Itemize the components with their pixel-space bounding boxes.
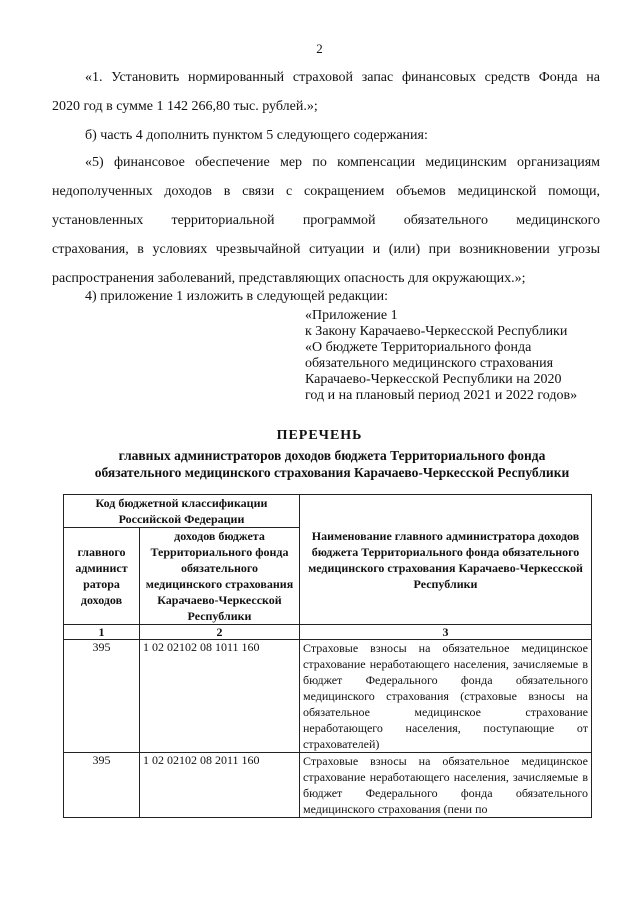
paragraph-reserve-line-2: 2020 год в сумме 1 142 266,80 тыс. рублей.»; bbox=[52, 99, 318, 114]
paragraph-reserve-line-1: «1. Установить нормированный страховой запас финансовых средств Фонда на bbox=[85, 70, 600, 85]
list-title: ПЕРЕЧЕНЬ bbox=[276, 428, 363, 443]
table-row bbox=[64, 640, 592, 753]
paragraph-item5-line-4: страхования, в условиях чрезвычайной ситуации и (или) при возникновении угрозы bbox=[52, 242, 600, 257]
paragraph-item5-line-3: установленных территориальной программой обязательного медицинского bbox=[52, 213, 600, 228]
appendix-line: к Закону Карачаево-Черкесской Республики bbox=[305, 324, 568, 339]
paragraph-appendix-instruction: 4) приложение 1 изложить в следующей редакции: bbox=[85, 289, 388, 304]
paragraph-item5-line-5: распространения заболеваний, представляющих опасность для окружающих.»; bbox=[52, 271, 526, 286]
appendix-line: Карачаево-Черкесской Республики на 2020 bbox=[305, 372, 562, 387]
paragraph-part4: б) часть 4 дополнить пунктом 5 следующего содержания: bbox=[85, 128, 428, 143]
column-number: 1 bbox=[64, 625, 140, 640]
page-number: 2 bbox=[316, 41, 323, 56]
cell-income-code: 1 02 02102 08 2011 160 bbox=[140, 753, 300, 818]
header-main-administrator: главного админист ратора доходов bbox=[64, 528, 140, 625]
paragraph-item5 bbox=[52, 148, 600, 293]
appendix-line: обязательного медицинского страхования bbox=[305, 356, 554, 371]
appendix-header bbox=[305, 308, 615, 404]
cell-income-name: Страховые взносы на обязательное медицинское страхование неработающего населения, зачисляемые в бюджет Федерального фонда обязательного медицинского страхования (страховые взносы на обязательное медицинское страхование неработающего населения, поступающие от страхователей) bbox=[300, 640, 592, 753]
header-administrator-name: Наименование главного администратора доходов бюджета Территориального фонда обязательного медицинского страхования Карачаево-Черкесской Республики bbox=[300, 495, 592, 625]
column-number: 3 bbox=[300, 625, 592, 640]
list-subtitle-line: обязательного медицинского страхования Карачаево-Черкесской Республики bbox=[94, 465, 570, 480]
appendix-line: «Приложение 1 bbox=[305, 308, 398, 323]
column-number: 2 bbox=[140, 625, 300, 640]
paragraph-item5-line-1: «5) финансовое обеспечение мер по компенсации медицинским организациям bbox=[85, 155, 600, 170]
cell-income-name: Страховые взносы на обязательное медицинское страхование неработающего населения, зачисляемые в бюджет Федерального фонда обязательного медицинского страхования (пени по bbox=[300, 753, 592, 818]
header-budget-classification: Код бюджетной классификации Российской Федерации bbox=[64, 495, 300, 528]
administrators-table bbox=[63, 494, 592, 818]
list-subtitle bbox=[52, 447, 612, 481]
cell-admin-code: 395 bbox=[64, 753, 140, 818]
table-row bbox=[64, 753, 592, 818]
paragraph-item5-line-2: недополученных доходов в связи с сокращением объемов медицинской помощи, bbox=[52, 184, 600, 199]
cell-income-code: 1 02 02102 08 1011 160 bbox=[140, 640, 300, 753]
cell-admin-code: 395 bbox=[64, 640, 140, 753]
appendix-line: год и на плановый период 2021 и 2022 годов» bbox=[305, 388, 578, 403]
appendix-line: «О бюджете Территориального фонда bbox=[305, 340, 532, 355]
header-income-code: доходов бюджета Территориального фонда обязательного медицинского страхования Карачаево-Черкесской Республики bbox=[140, 528, 300, 625]
list-subtitle-line: главных администраторов доходов бюджета Территориального фонда bbox=[118, 448, 546, 463]
paragraph-reserve bbox=[52, 63, 600, 121]
